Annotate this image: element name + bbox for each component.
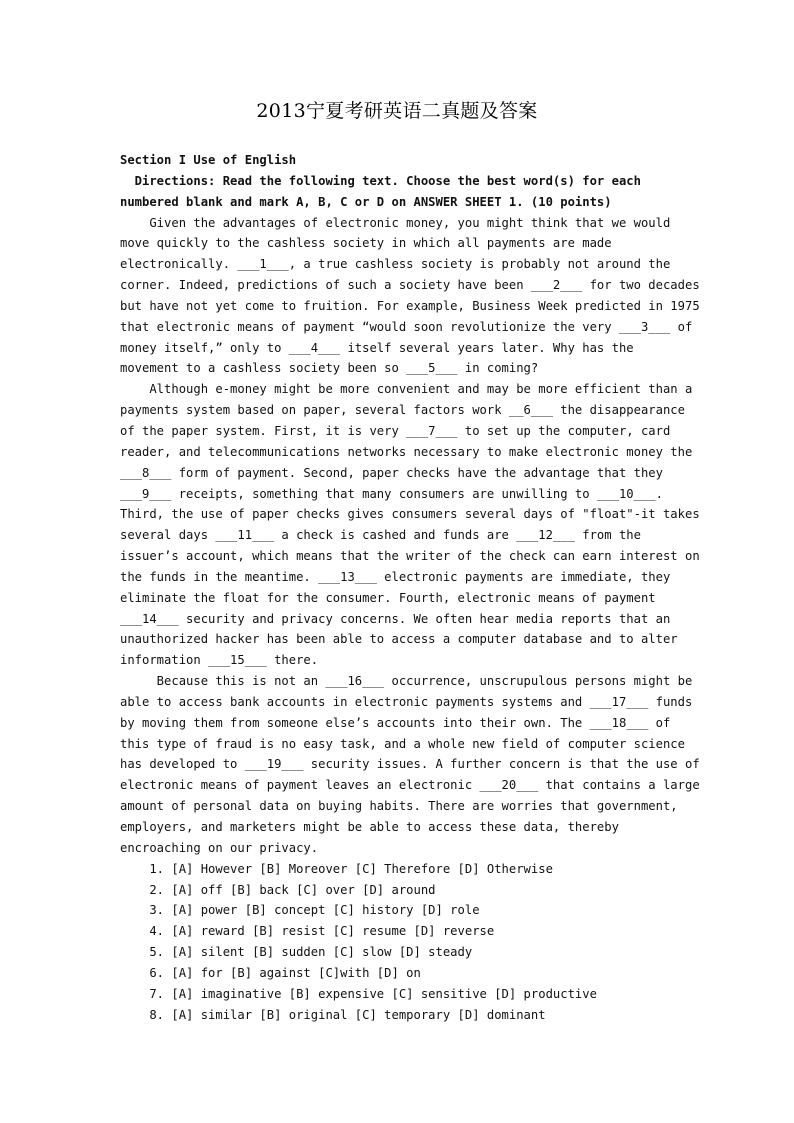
passage-line: Given the advantages of electronic money, you might think that we would	[120, 215, 671, 230]
question-option: 1. [A] However [B] Moreover [C] Therefore [D] Otherwise	[120, 861, 553, 876]
passage-line: Third, the use of paper checks gives consumers several days of "float"-it takes	[120, 507, 700, 522]
passage-line: money itself,” only to ___4___ itself several years later. Why has the	[120, 340, 634, 355]
passage-line: by moving them from someone else’s accounts into their own. The ___18___ of	[120, 715, 671, 730]
passage-line: information ___15___ there.	[120, 653, 319, 668]
passage-line: eliminate the float for the consumer. Fourth, electronic means of payment	[120, 590, 656, 605]
question-option: 2. [A] off [B] back [C] over [D] around	[120, 882, 436, 897]
passage-line: unauthorized hacker has been able to access a computer database and to alter	[120, 632, 678, 647]
passage-line: several days ___11___ a check is cashed and funds are ___12___ from the	[120, 528, 641, 543]
question-option: 7. [A] imaginative [B] expensive [C] sensitive [D] productive	[120, 986, 597, 1001]
passage-line: electronic means of payment leaves an electronic ___20___ that contains a large	[120, 778, 700, 793]
section-heading: Section I Use of English	[120, 153, 297, 167]
passage-line: ___14___ security and privacy concerns. We often hear media reports that an	[120, 611, 671, 626]
passage-line: but have not yet come to fruition. For example, Business Week predicted in 1975	[120, 298, 700, 313]
question-option: 3. [A] power [B] concept [C] history [D] role	[120, 903, 480, 918]
passage-line: ___8___ form of payment. Second, paper checks have the advantage that they	[120, 465, 663, 480]
passage-line: of the paper system. First, it is very ___7___ to set up the computer, card	[120, 423, 671, 438]
passage-line: this type of fraud is no easy task, and a whole new field of computer science	[120, 736, 685, 751]
passage-line: Because this is not an ___16___ occurrence, unscrupulous persons might be	[120, 674, 693, 689]
passage-line: amount of personal data on buying habits. There are worries that government,	[120, 799, 678, 814]
passage-line: payments system based on paper, several factors work __6___ the disappearance	[120, 403, 685, 418]
passage-line: ___9___ receipts, something that many consumers are unwilling to ___10___.	[120, 486, 663, 501]
passage-line: corner. Indeed, predictions of such a society have been ___2___ for two decades	[120, 278, 700, 293]
passage-line: issuer’s account, which means that the writer of the check can earn interest on	[120, 549, 700, 564]
passage-line: electronically. ___1___, a true cashless society is probably not around the	[120, 257, 671, 272]
question-option: 6. [A] for [B] against [C]with [D] on	[120, 965, 421, 980]
passage-line: movement to a cashless society been so ___5___ in coming?	[120, 361, 539, 376]
document-body	[120, 150, 700, 1025]
passage-line: has developed to ___19___ security issues. A further concern is that the use of	[120, 757, 700, 772]
passage-line: employers, and marketers might be able to access these data, thereby	[120, 820, 619, 834]
passage-line: Although e-money might be more convenient and may be more efficient than a	[120, 382, 693, 397]
passage-line: that electronic means of payment “would soon revolutionize the very ___3___ of	[120, 319, 693, 334]
passage-line: able to access bank accounts in electronic payments systems and ___17___ funds	[120, 694, 693, 709]
passage-line: move quickly to the cashless society in which all payments are made	[120, 236, 612, 251]
question-option: 4. [A] reward [B] resist [C] resume [D] reverse	[120, 924, 495, 939]
directions-line: Directions: Read the following text. Choose the best word(s) for each	[120, 173, 641, 188]
question-option: 5. [A] silent [B] sudden [C] slow [D] steady	[120, 945, 473, 960]
passage-line: reader, and telecommunications networks necessary to make electronic money the	[120, 444, 693, 459]
directions-line: numbered blank and mark A, B, C or D on ANSWER SHEET 1. (10 points)	[120, 194, 612, 209]
passage-line: encroaching on our privacy.	[120, 840, 319, 855]
passage-line: the funds in the meantime. ___13___ electronic payments are immediate, they	[120, 569, 671, 584]
question-option: 8. [A] similar [B] original [C] temporary [D] dominant	[120, 1007, 546, 1022]
document-title: 2013宁夏考研英语二真题及答案	[256, 100, 538, 122]
